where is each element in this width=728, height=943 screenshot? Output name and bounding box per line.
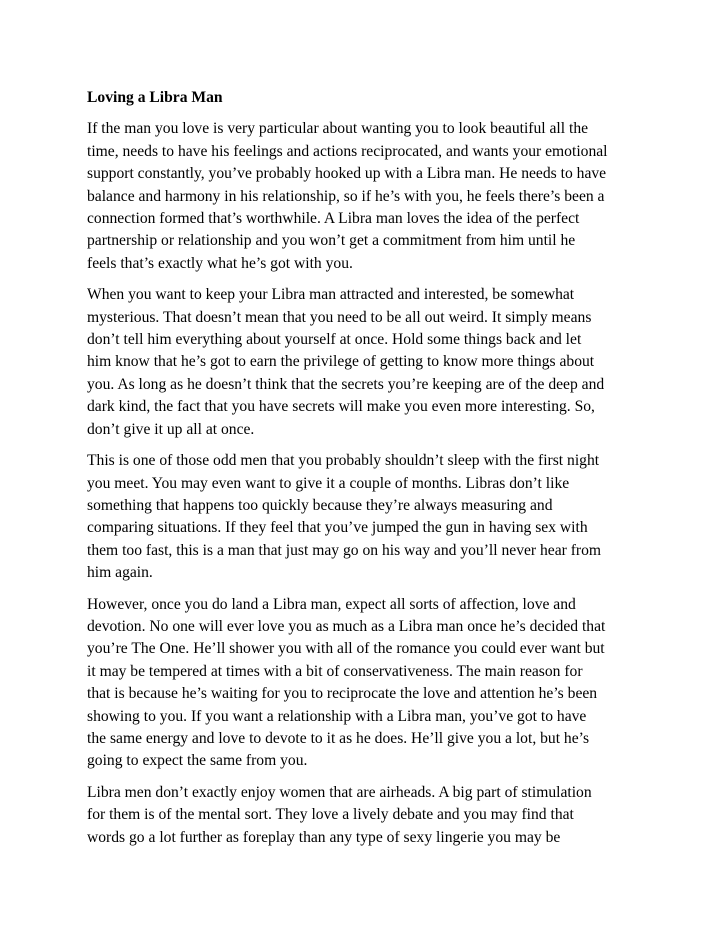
text-line: Libra men don’t exactly enjoy women that are airheads. A big part of stimulation (87, 783, 592, 801)
text-line: connection formed that’s worthwhile. A Libra man loves the idea of the perfect (87, 210, 580, 228)
text-line: mysterious. That doesn’t mean that you need to be all out weird. It simply means (87, 308, 592, 326)
text-line: When you want to keep your Libra man attracted and interested, be somewhat (87, 286, 575, 304)
document-body (87, 87, 647, 858)
text-line: something that happens too quickly because they’re always measuring and (87, 496, 553, 514)
paragraph (87, 284, 647, 441)
text-line: showing to you. If you want a relationship with a Libra man, you’ve got to have (87, 707, 587, 725)
text-line: balance and harmony in his relationship, so if he’s with you, he feels there’s been a (87, 187, 605, 205)
text-line: for them is of the mental sort. They love a lively debate and you may find that (87, 806, 574, 824)
text-line: words go a lot further as foreplay than any type of sexy lingerie you may be (87, 828, 561, 846)
paragraph (87, 450, 647, 584)
text-line: partnership or relationship and you won’t get a commitment from him until he (87, 232, 576, 250)
text-line: you meet. You may even want to give it a couple of months. Libras don’t like (87, 474, 570, 492)
document-title: Loving a Libra Man (87, 89, 223, 106)
paragraphs-container (87, 118, 647, 849)
text-line: don’t give it up all at once. (87, 420, 255, 438)
text-line: comparing situations. If they feel that you’ve jumped the gun in having sex with (87, 519, 588, 537)
text-line: dark kind, the fact that you have secrets will make you even more interesting. So, (87, 398, 595, 416)
text-line: that is because he’s waiting for you to reciprocate the love and attention he’s been (87, 685, 598, 703)
text-line: If the man you love is very particular about wanting you to look beautiful all the (87, 120, 589, 138)
text-line: going to expect the same from you. (87, 752, 308, 770)
text-line: don’t tell him everything about yourself at once. Hold some things back and let (87, 331, 582, 349)
text-line: However, once you do land a Libra man, expect all sorts of affection, love and (87, 595, 576, 613)
text-line: This is one of those odd men that you probably shouldn’t sleep with the first night (87, 452, 600, 470)
text-line: them too fast, this is a man that just may go on his way and you’ll never hear from (87, 541, 602, 559)
paragraph (87, 594, 647, 773)
text-line: feels that’s exactly what he’s got with you. (87, 254, 353, 272)
text-line: devotion. No one will ever love you as much as a Libra man once he’s decided that (87, 617, 606, 635)
text-line: support constantly, you’ve probably hooked up with a Libra man. He needs to have (87, 165, 607, 183)
text-line: you’re The One. He’ll shower you with all of the romance you could ever want but (87, 640, 605, 658)
text-line: time, needs to have his feelings and actions reciprocated, and wants your emotional (87, 142, 608, 160)
paragraph (87, 782, 647, 849)
text-line: it may be tempered at times with a bit of conservativeness. The main reason for (87, 662, 583, 680)
text-line: you. As long as he doesn’t think that the secrets you’re keeping are of the deep and (87, 375, 605, 393)
paragraph (87, 118, 647, 275)
text-line: the same energy and love to devote to it as he does. He’ll give you a lot, but he’s (87, 729, 590, 747)
text-line: him again. (87, 564, 153, 582)
text-line: him know that he’s got to earn the privilege of getting to know more things about (87, 353, 595, 371)
